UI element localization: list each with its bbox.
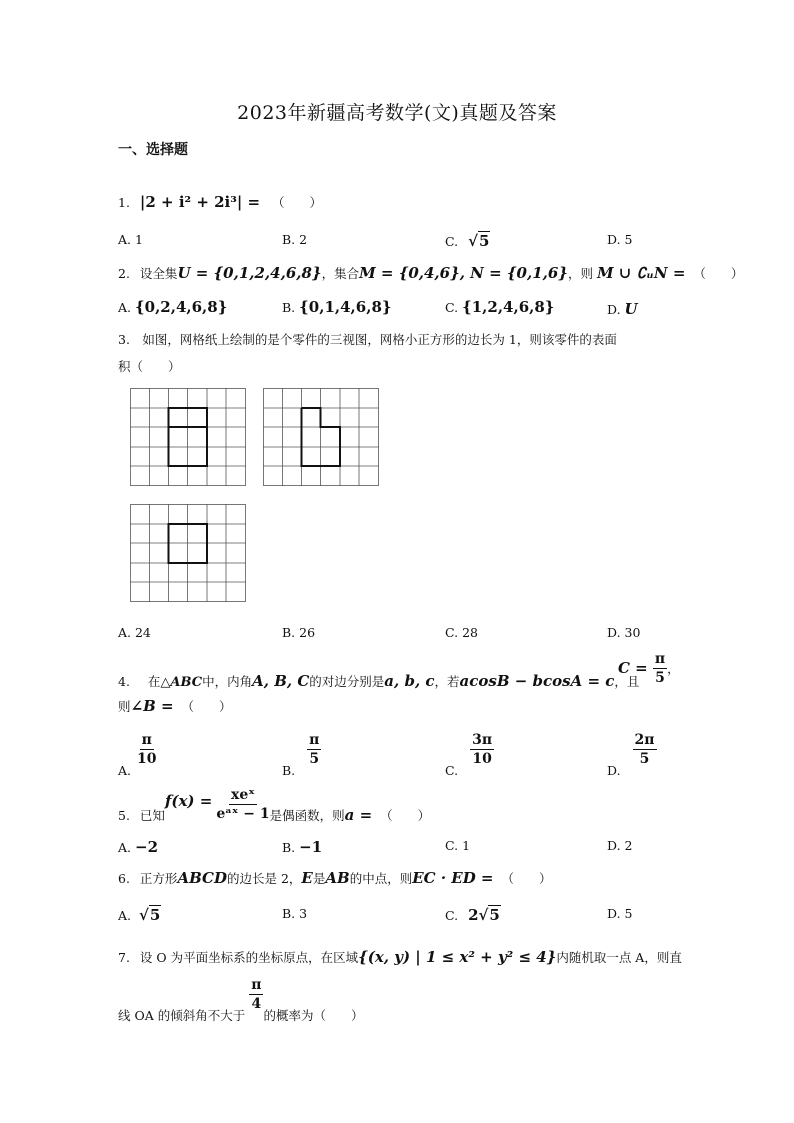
triangle-abc: △ABC bbox=[160, 675, 203, 690]
q5-option-b: B. −1 bbox=[282, 838, 323, 856]
q3-option-b: B. 26 bbox=[282, 625, 316, 640]
q5-option-a: A. −2 bbox=[118, 838, 159, 856]
question-number: 1. bbox=[118, 195, 130, 210]
q1-option-d: D. 5 bbox=[607, 232, 633, 247]
question-2: 2. 设全集U = {0,1,2,4,6,8}，集合M = {0,4,6}, N = {0,1,6}，则 M ∪ ∁ᵤN = （ ） bbox=[118, 264, 744, 282]
angles-abc: A, B, C bbox=[252, 672, 310, 690]
angle-c-condition: C = $\frac{\pi}{5}$ ， bbox=[618, 651, 680, 686]
sqrt-radicand: 5 bbox=[478, 232, 490, 250]
q3-option-d: D. 30 bbox=[607, 625, 641, 640]
q4-option-c: C. $\frac{3\pi}{10}$ bbox=[445, 732, 493, 778]
question-5: 5. 已知f(x) = $\frac{\text{xeˣ}}{\text{eᵃˣ − 1}}$ 是偶函数，则a = （ ） bbox=[118, 787, 431, 824]
q2-option-b: B. {0,1,4,6,8} bbox=[282, 298, 392, 316]
q4-option-a: A. $\frac{\pi}{10}$ bbox=[118, 732, 157, 778]
side-view-grid bbox=[263, 388, 380, 487]
question-4-line-1: 4. 在△ABC中，内角A, B, C的对边分别是a, b, c，若acosB − bcosA = c，且 bbox=[118, 672, 640, 690]
question-1-expression: |2 + i² + 2i³| = bbox=[139, 193, 261, 211]
q1-option-c: C. √5 bbox=[445, 232, 490, 250]
q2-option-a: A. {0,2,4,6,8} bbox=[118, 298, 228, 316]
q6-option-a: A. √5 bbox=[118, 906, 161, 924]
q2-option-c: C. {1,2,4,6,8} bbox=[445, 298, 555, 316]
q3-option-a: A. 24 bbox=[118, 625, 151, 640]
page-title: 2023年新疆高考数学(文)真题及答案 bbox=[237, 102, 557, 124]
q1-option-a: A. 1 bbox=[118, 232, 143, 247]
section-heading: 一、选择题 bbox=[118, 142, 188, 158]
q1-option-b: B. 2 bbox=[282, 232, 308, 247]
q3-option-c: C. 28 bbox=[445, 625, 478, 640]
question-6: 6. 正方形ABCD的边长是 2，E是AB的中点，则EC · ED = （ ） bbox=[118, 869, 552, 887]
q5-option-c: C. 1 bbox=[445, 838, 471, 853]
vector-dot-product: EC · ED = bbox=[412, 869, 494, 887]
top-view-grid bbox=[130, 504, 247, 603]
q2-option-d: D. U bbox=[607, 300, 638, 318]
question-7-line-1: 7. 设 O 为平面坐标系的坐标原点，在区域{(x, y) | 1 ≤ x² + y² ≤ 4}内随机取一点 A，则直 bbox=[118, 948, 682, 966]
answer-blank: （ ） bbox=[272, 195, 323, 210]
q5-option-d: D. 2 bbox=[607, 838, 633, 853]
question-7-line-2: 线 OA 的倾斜角不大于 $\frac{\pi}{4}$ 的概率为（ ） bbox=[118, 977, 364, 1023]
set-expression: M ∪ ∁ᵤN = bbox=[596, 264, 686, 282]
region-set: {(x, y) | 1 ≤ x² + y² ≤ 4} bbox=[358, 948, 557, 966]
question-3-line-2: 积（ ） bbox=[118, 359, 181, 374]
q6-option-d: D. 5 bbox=[607, 906, 633, 921]
sets-m-n: M = {0,4,6}, N = {0,1,6} bbox=[359, 264, 568, 282]
cosine-equation: acosB − bcosA = c bbox=[459, 672, 615, 690]
sides-abc: a, b, c bbox=[384, 672, 435, 690]
front-view-grid bbox=[130, 388, 247, 487]
question-4-line-2: 则∠B = （ ） bbox=[118, 697, 232, 715]
question-3-line-1: 3. 如图，网格纸上绘制的是个零件的三视图，网格小正方形的边长为 1，则该零件的表面 bbox=[118, 332, 617, 347]
function-fraction: $\frac{\text{xeˣ}}{\text{eᵃˣ − 1}}$ bbox=[216, 787, 270, 822]
q6-option-c: C. 2√5 bbox=[445, 906, 500, 924]
angle-b: ∠B = bbox=[130, 697, 174, 715]
q4-option-d: D. $\frac{2\pi}{5}$ bbox=[607, 732, 655, 778]
q4-option-b: B. $\frac{\pi}{5}$ bbox=[282, 732, 320, 778]
universal-set: U = {0,1,2,4,6,8} bbox=[177, 264, 322, 282]
q6-option-b: B. 3 bbox=[282, 906, 308, 921]
question-1 bbox=[118, 193, 322, 211]
